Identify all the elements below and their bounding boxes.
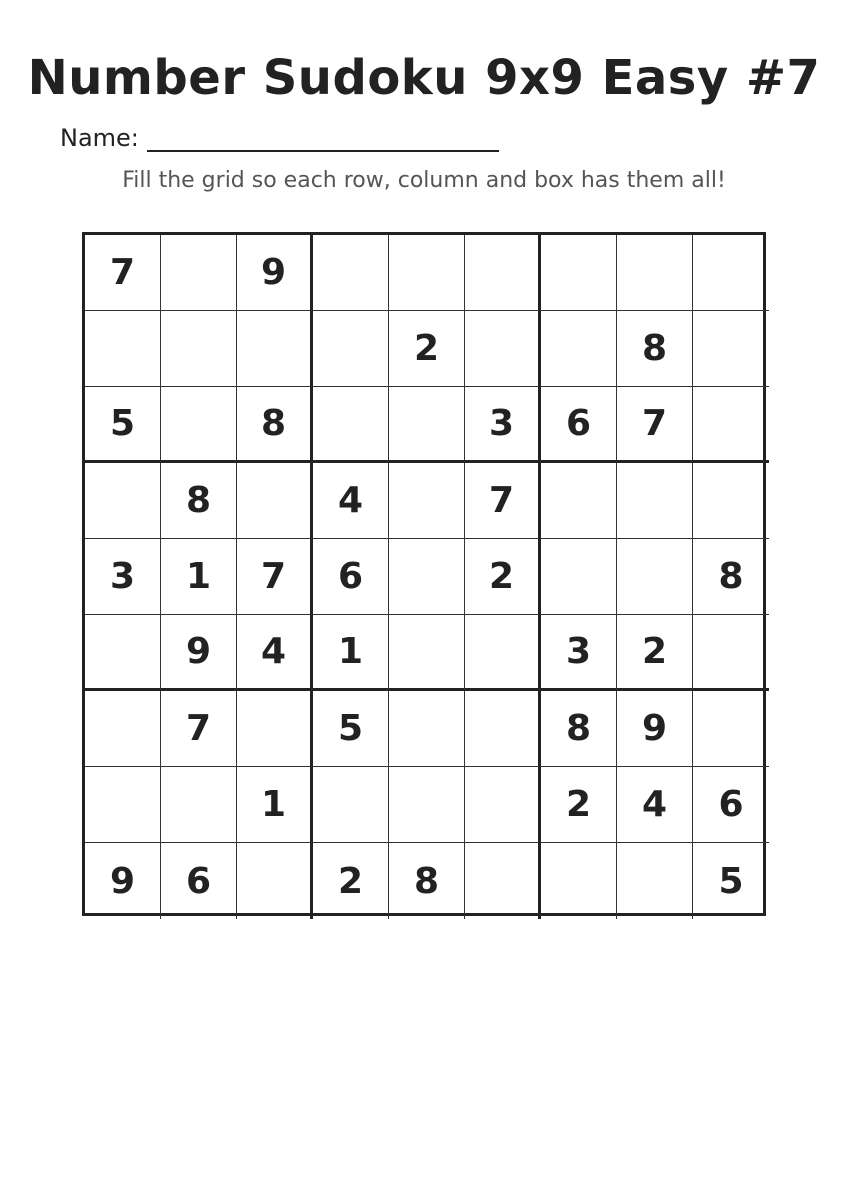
empty-cell[interactable] [313, 311, 389, 387]
given-cell: 3 [85, 539, 161, 615]
empty-cell[interactable] [389, 235, 465, 311]
name-field-row [60, 118, 499, 152]
given-cell: 6 [541, 387, 617, 463]
given-cell: 4 [617, 767, 693, 843]
empty-cell[interactable] [237, 311, 313, 387]
empty-cell[interactable] [541, 539, 617, 615]
empty-cell[interactable] [465, 843, 541, 919]
given-cell: 5 [85, 387, 161, 463]
given-cell: 2 [617, 615, 693, 691]
empty-cell[interactable] [465, 235, 541, 311]
empty-cell[interactable] [85, 767, 161, 843]
empty-cell[interactable] [541, 463, 617, 539]
empty-cell[interactable] [693, 463, 769, 539]
empty-cell[interactable] [313, 767, 389, 843]
given-cell: 4 [237, 615, 313, 691]
given-cell: 7 [85, 235, 161, 311]
empty-cell[interactable] [85, 311, 161, 387]
empty-cell[interactable] [161, 767, 237, 843]
given-cell: 9 [161, 615, 237, 691]
instructions-text: Fill the grid so each row, column and box has them all! [122, 168, 726, 193]
empty-cell[interactable] [389, 767, 465, 843]
given-cell: 8 [389, 843, 465, 919]
given-cell: 7 [617, 387, 693, 463]
empty-cell[interactable] [313, 235, 389, 311]
given-cell: 1 [161, 539, 237, 615]
empty-cell[interactable] [465, 615, 541, 691]
empty-cell[interactable] [693, 235, 769, 311]
empty-cell[interactable] [161, 235, 237, 311]
empty-cell[interactable] [237, 463, 313, 539]
name-label: Name: [60, 124, 139, 152]
name-write-line[interactable] [147, 124, 499, 152]
empty-cell[interactable] [389, 691, 465, 767]
given-cell: 6 [313, 539, 389, 615]
given-cell: 4 [313, 463, 389, 539]
empty-cell[interactable] [465, 691, 541, 767]
empty-cell[interactable] [465, 767, 541, 843]
given-cell: 8 [617, 311, 693, 387]
given-cell: 3 [541, 615, 617, 691]
empty-cell[interactable] [85, 615, 161, 691]
sudoku-grid [82, 232, 766, 916]
given-cell: 3 [465, 387, 541, 463]
given-cell: 2 [465, 539, 541, 615]
empty-cell[interactable] [161, 311, 237, 387]
empty-cell[interactable] [389, 387, 465, 463]
empty-cell[interactable] [541, 235, 617, 311]
empty-cell[interactable] [617, 539, 693, 615]
empty-cell[interactable] [617, 463, 693, 539]
empty-cell[interactable] [617, 843, 693, 919]
given-cell: 6 [693, 767, 769, 843]
given-cell: 1 [313, 615, 389, 691]
given-cell: 7 [161, 691, 237, 767]
given-cell: 9 [617, 691, 693, 767]
empty-cell[interactable] [693, 691, 769, 767]
empty-cell[interactable] [389, 463, 465, 539]
given-cell: 7 [465, 463, 541, 539]
given-cell: 5 [718, 860, 744, 902]
empty-cell[interactable] [541, 843, 617, 919]
page-title: Number Sudoku 9x9 Easy #7 [27, 50, 821, 106]
given-cell: 9 [85, 843, 161, 919]
given-cell: 8 [693, 539, 769, 615]
given-cell: 1 [237, 767, 313, 843]
empty-cell[interactable] [85, 691, 161, 767]
given-cell: 8 [541, 691, 617, 767]
given-cell: 5 [313, 691, 389, 767]
given-cell: 2 [541, 767, 617, 843]
empty-cell[interactable] [693, 387, 769, 463]
given-cell: 6 [161, 843, 237, 919]
empty-cell[interactable] [693, 615, 769, 691]
empty-cell[interactable] [313, 387, 389, 463]
given-cell: 2 [389, 311, 465, 387]
empty-cell[interactable] [237, 843, 313, 919]
empty-cell[interactable] [389, 615, 465, 691]
empty-cell[interactable] [693, 311, 769, 387]
empty-cell[interactable] [465, 311, 541, 387]
empty-cell[interactable] [617, 235, 693, 311]
empty-cell[interactable] [389, 539, 465, 615]
given-cell: 9 [237, 235, 313, 311]
given-cell: 8 [237, 387, 313, 463]
given-cell: 2 [313, 843, 389, 919]
empty-cell[interactable] [237, 691, 313, 767]
given-cell: 8 [161, 463, 237, 539]
empty-cell[interactable] [161, 387, 237, 463]
empty-cell[interactable] [85, 463, 161, 539]
empty-cell[interactable] [541, 311, 617, 387]
given-cell: 7 [237, 539, 313, 615]
